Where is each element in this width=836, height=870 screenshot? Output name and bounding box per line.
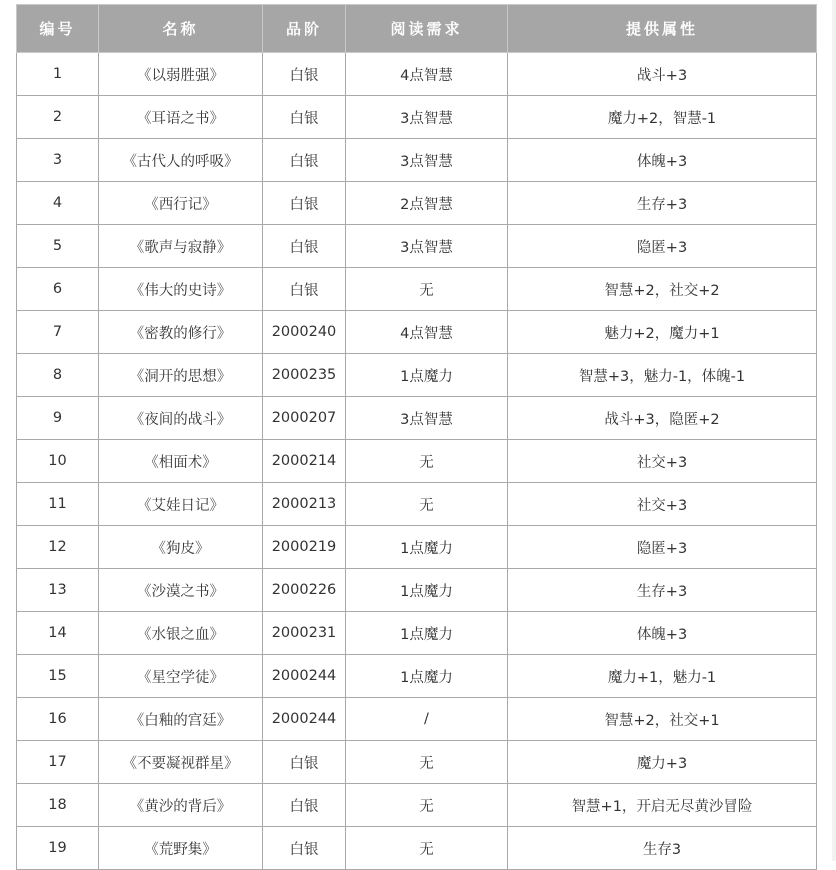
- table-row: [17, 483, 817, 526]
- cell-number: 10: [17, 440, 99, 483]
- cell-number: 6: [17, 268, 99, 311]
- cell-number: 3: [17, 139, 99, 182]
- cell-reading-requirement: 无: [346, 268, 508, 311]
- header-grade: 品阶: [263, 5, 346, 53]
- cell-reading-requirement: 3点智慧: [346, 225, 508, 268]
- cell-grade: 白银: [263, 225, 346, 268]
- cell-number: 2: [17, 96, 99, 139]
- cell-reading-requirement: 1点魔力: [346, 612, 508, 655]
- table-row: [17, 268, 817, 311]
- cell-reading-requirement: 4点智慧: [346, 311, 508, 354]
- cell-attributes: 魔力+1，魅力-1: [508, 655, 817, 698]
- cell-reading-requirement: 无: [346, 440, 508, 483]
- table-row: [17, 53, 817, 96]
- cell-reading-requirement: 1点魔力: [346, 526, 508, 569]
- cell-attributes: 战斗+3，隐匿+2: [508, 397, 817, 440]
- cell-name: 《歌声与寂静》: [99, 225, 263, 268]
- cell-attributes: 魔力+2，智慧-1: [508, 96, 817, 139]
- cell-name: 《西行记》: [99, 182, 263, 225]
- table-row: [17, 569, 817, 612]
- cell-reading-requirement: 无: [346, 784, 508, 827]
- cell-number: 18: [17, 784, 99, 827]
- cell-attributes: 智慧+3，魅力-1，体魄-1: [508, 354, 817, 397]
- cell-reading-requirement: 2点智慧: [346, 182, 508, 225]
- cell-grade: 白银: [263, 182, 346, 225]
- cell-number: 14: [17, 612, 99, 655]
- cell-number: 1: [17, 53, 99, 96]
- cell-attributes: 隐匿+3: [508, 225, 817, 268]
- cell-number: 7: [17, 311, 99, 354]
- table-header-row: [17, 5, 817, 53]
- cell-number: 12: [17, 526, 99, 569]
- cell-reading-requirement: 无: [346, 483, 508, 526]
- cell-attributes: 体魄+3: [508, 612, 817, 655]
- cell-name: 《黄沙的背后》: [99, 784, 263, 827]
- table-row: [17, 182, 817, 225]
- table-row: [17, 440, 817, 483]
- cell-number: 11: [17, 483, 99, 526]
- cell-attributes: 社交+3: [508, 440, 817, 483]
- cell-reading-requirement: 3点智慧: [346, 96, 508, 139]
- cell-name: 《星空学徒》: [99, 655, 263, 698]
- table-row: [17, 96, 817, 139]
- cell-grade: 2000244: [263, 655, 346, 698]
- cell-name: 《白釉的宫廷》: [99, 698, 263, 741]
- header-name: 名称: [99, 5, 263, 53]
- table-row: [17, 526, 817, 569]
- cell-name: 《荒野集》: [99, 827, 263, 870]
- header-attributes: 提供属性: [508, 5, 817, 53]
- cell-reading-requirement: /: [346, 698, 508, 741]
- table-row: [17, 827, 817, 870]
- cell-number: 8: [17, 354, 99, 397]
- cell-number: 17: [17, 741, 99, 784]
- cell-grade: 白银: [263, 827, 346, 870]
- cell-grade: 2000231: [263, 612, 346, 655]
- cell-name: 《耳语之书》: [99, 96, 263, 139]
- cell-grade: 2000235: [263, 354, 346, 397]
- cell-attributes: 智慧+2，社交+1: [508, 698, 817, 741]
- cell-grade: 2000244: [263, 698, 346, 741]
- table-row: [17, 741, 817, 784]
- cell-name: 《相面术》: [99, 440, 263, 483]
- cell-attributes: 智慧+1，开启无尽黄沙冒险: [508, 784, 817, 827]
- cell-attributes: 智慧+2，社交+2: [508, 268, 817, 311]
- cell-grade: 2000226: [263, 569, 346, 612]
- cell-attributes: 社交+3: [508, 483, 817, 526]
- cell-grade: 白银: [263, 784, 346, 827]
- table-row: [17, 311, 817, 354]
- table-row: [17, 612, 817, 655]
- cell-attributes: 魔力+3: [508, 741, 817, 784]
- table-row: [17, 698, 817, 741]
- cell-grade: 2000213: [263, 483, 346, 526]
- cell-reading-requirement: 1点魔力: [346, 354, 508, 397]
- book-attribute-table: [16, 4, 817, 870]
- cell-attributes: 生存+3: [508, 182, 817, 225]
- cell-reading-requirement: 3点智慧: [346, 139, 508, 182]
- cell-attributes: 魅力+2，魔力+1: [508, 311, 817, 354]
- table-row: [17, 784, 817, 827]
- cell-grade: 白银: [263, 139, 346, 182]
- cell-reading-requirement: 无: [346, 741, 508, 784]
- cell-reading-requirement: 3点智慧: [346, 397, 508, 440]
- cell-name: 《以弱胜强》: [99, 53, 263, 96]
- cell-grade: 2000219: [263, 526, 346, 569]
- cell-number: 16: [17, 698, 99, 741]
- table-row: [17, 225, 817, 268]
- cell-number: 13: [17, 569, 99, 612]
- table-row: [17, 139, 817, 182]
- cell-grade: 白银: [263, 268, 346, 311]
- cell-name: 《洞开的思想》: [99, 354, 263, 397]
- cell-name: 《沙漠之书》: [99, 569, 263, 612]
- header-reading-requirement: 阅读需求: [346, 5, 508, 53]
- cell-reading-requirement: 4点智慧: [346, 53, 508, 96]
- cell-name: 《不要凝视群星》: [99, 741, 263, 784]
- cell-attributes: 体魄+3: [508, 139, 817, 182]
- page-scrollbar[interactable]: [832, 0, 836, 861]
- cell-number: 5: [17, 225, 99, 268]
- cell-attributes: 隐匿+3: [508, 526, 817, 569]
- table-row: [17, 354, 817, 397]
- cell-grade: 白银: [263, 96, 346, 139]
- cell-reading-requirement: 1点魔力: [346, 655, 508, 698]
- cell-attributes: 生存3: [508, 827, 817, 870]
- cell-name: 《伟大的史诗》: [99, 268, 263, 311]
- cell-reading-requirement: 1点魔力: [346, 569, 508, 612]
- cell-name: 《水银之血》: [99, 612, 263, 655]
- cell-grade: 白银: [263, 53, 346, 96]
- cell-attributes: 生存+3: [508, 569, 817, 612]
- table-row: [17, 397, 817, 440]
- cell-grade: 2000240: [263, 311, 346, 354]
- cell-number: 15: [17, 655, 99, 698]
- cell-number: 9: [17, 397, 99, 440]
- cell-grade: 白银: [263, 741, 346, 784]
- book-table-container: [16, 4, 817, 870]
- cell-name: 《古代人的呼吸》: [99, 139, 263, 182]
- cell-name: 《夜间的战斗》: [99, 397, 263, 440]
- cell-number: 4: [17, 182, 99, 225]
- header-number: 编号: [17, 5, 99, 53]
- cell-grade: 2000214: [263, 440, 346, 483]
- cell-name: 《密教的修行》: [99, 311, 263, 354]
- cell-attributes: 战斗+3: [508, 53, 817, 96]
- cell-number: 19: [17, 827, 99, 870]
- cell-name: 《艾娃日记》: [99, 483, 263, 526]
- cell-reading-requirement: 无: [346, 827, 508, 870]
- table-row: [17, 655, 817, 698]
- table-body: [17, 53, 817, 870]
- cell-name: 《狗皮》: [99, 526, 263, 569]
- cell-grade: 2000207: [263, 397, 346, 440]
